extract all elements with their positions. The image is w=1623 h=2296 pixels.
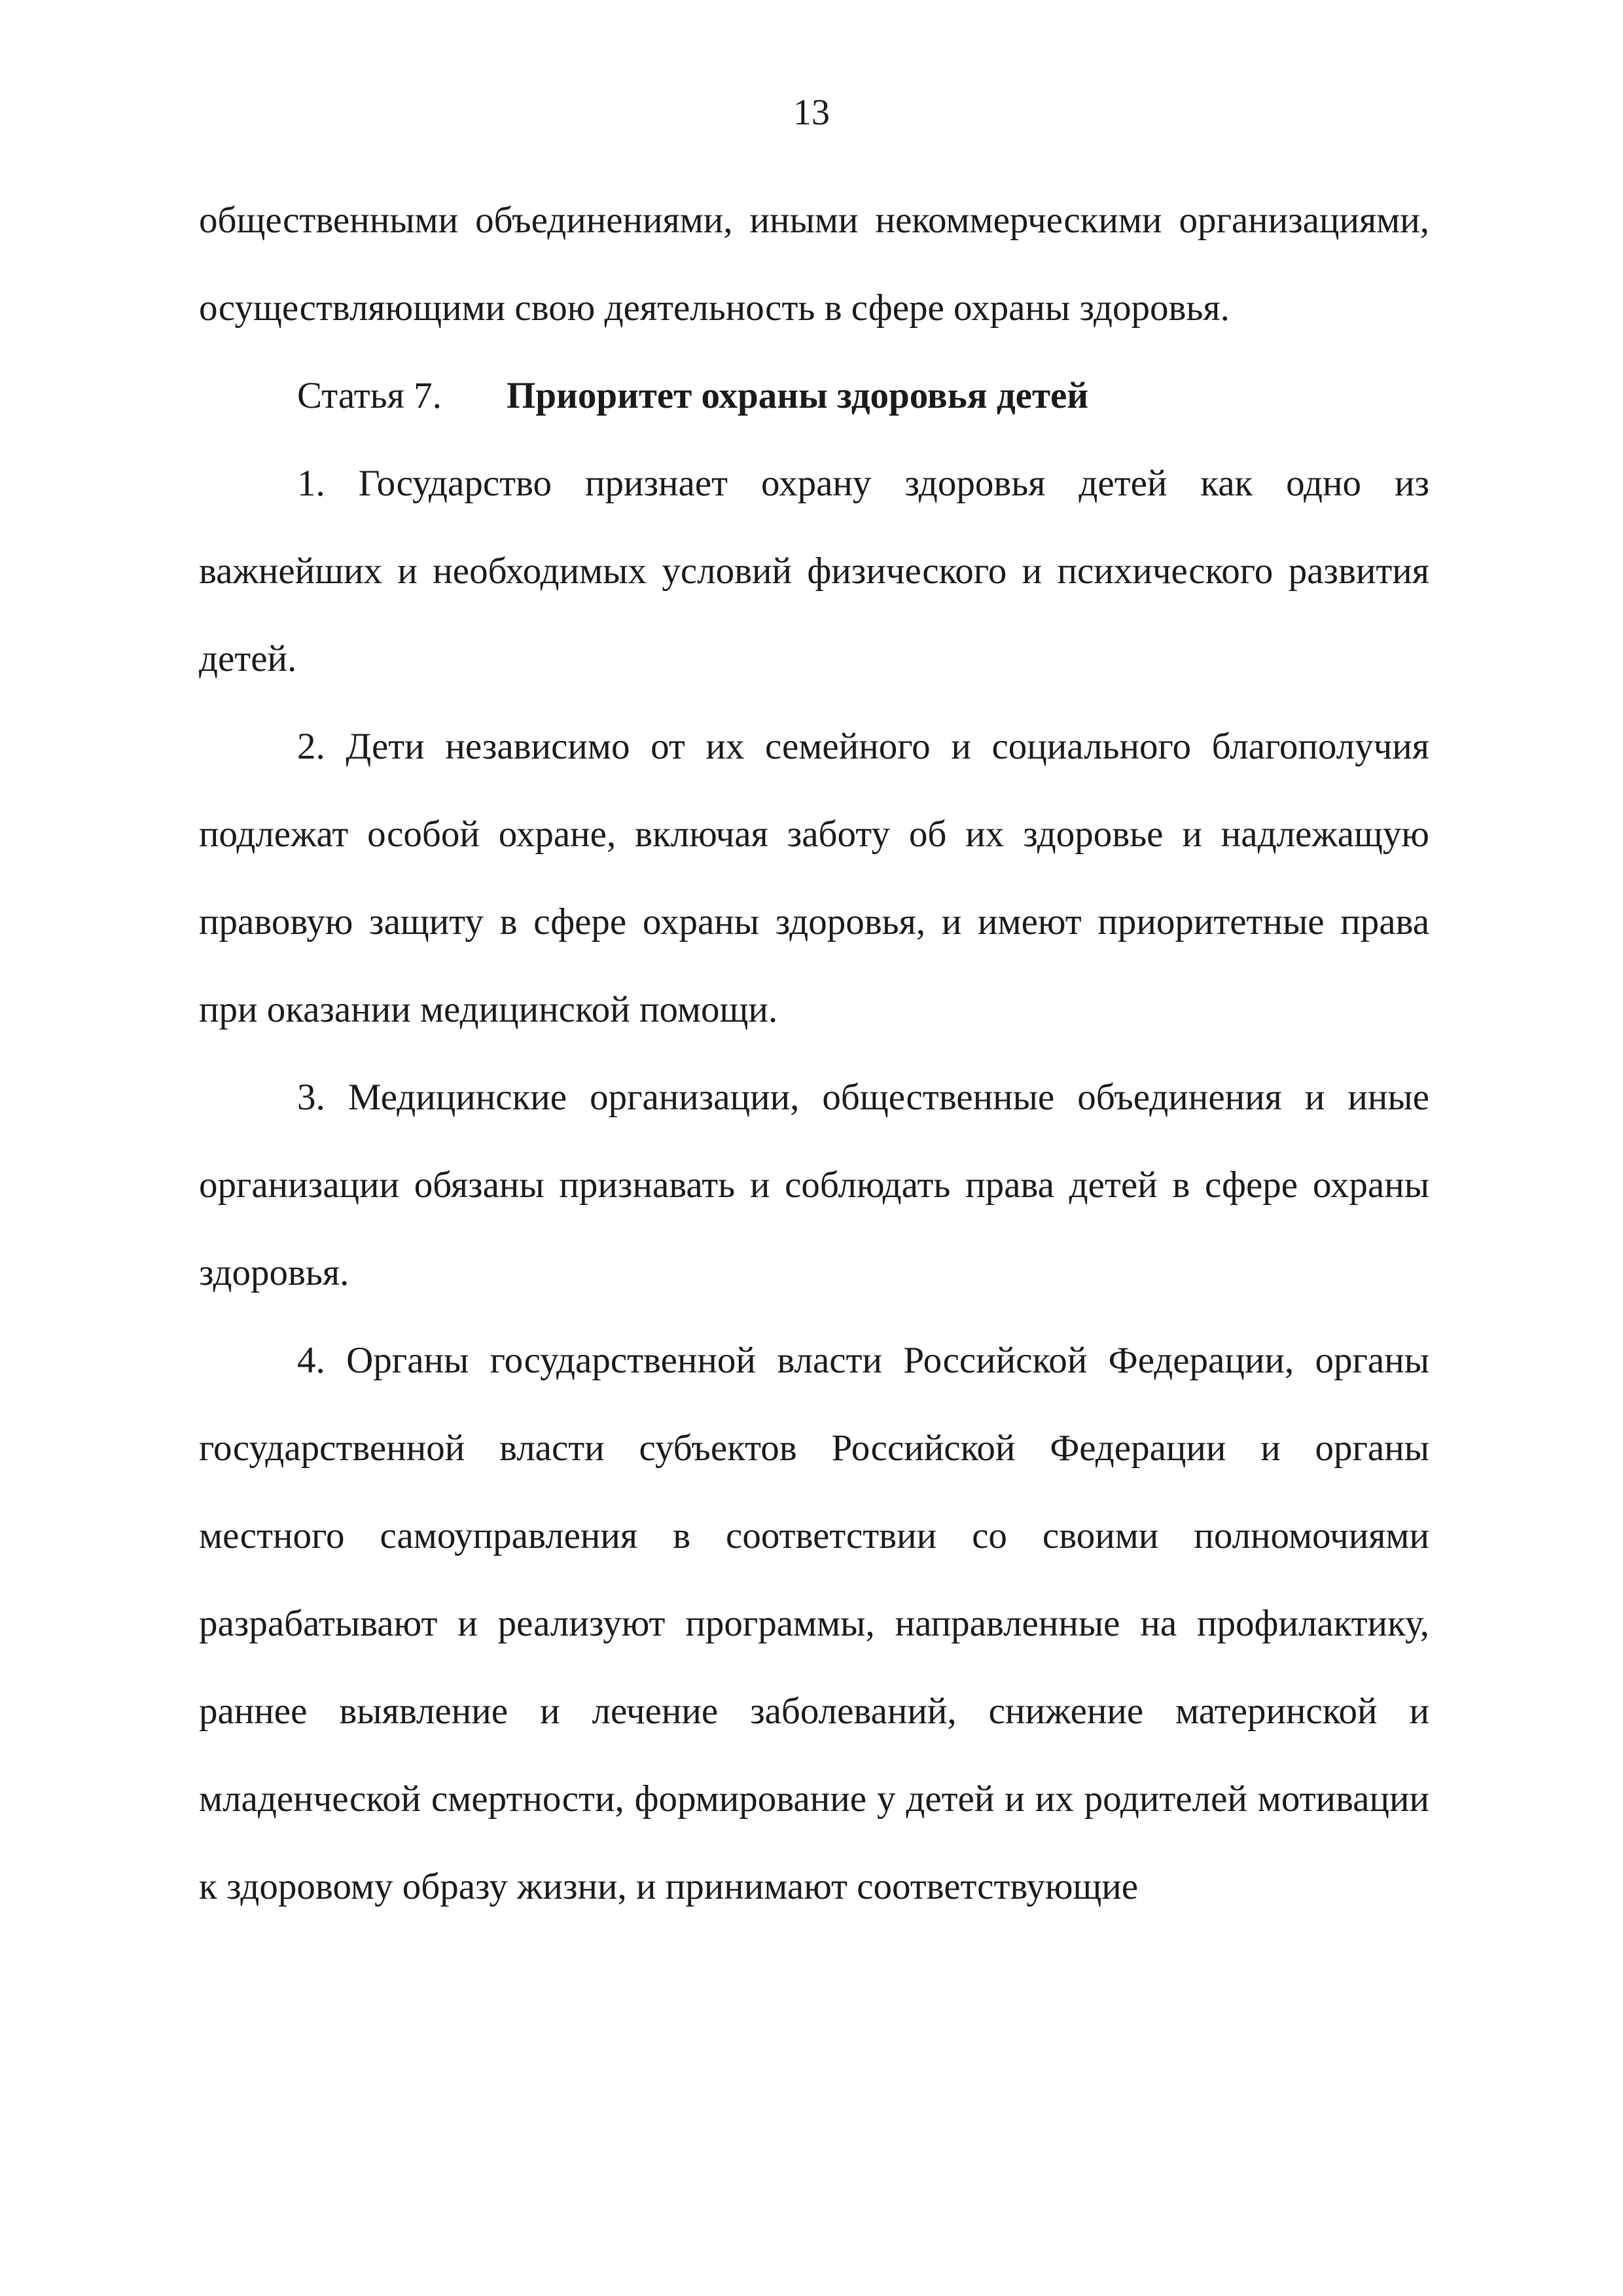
intro-paragraph: общественными объединениями, иными некоммерческими организациями, осуществляющими свою деятельность в сфере охраны здоровья. xyxy=(199,200,1429,329)
document-body xyxy=(199,177,1429,1931)
paragraph-1: 1. Государство признает охрану здоровья детей как одно из важнейших и необходимых условий физического и психического развития детей. xyxy=(199,463,1429,679)
article-number: Статья 7. xyxy=(297,375,442,416)
paragraph-3: 3. Медицинские организации, общественные объединения и иные организации обязаны признавать и соблюдать права детей в сфере охраны здоровья. xyxy=(199,1077,1429,1293)
paragraph-2: 2. Дети независимо от их семейного и социального благополучия подлежат особой охране, включая заботу об их здоровье и надлежащую правовую защиту в сфере охраны здоровья, и имеют приоритетные права при оказании медицинской помощи. xyxy=(199,726,1429,1030)
page-number: 13 xyxy=(793,92,830,133)
paragraph-4: 4. Органы государственной власти Российской Федерации, органы государственной власти субъектов Российской Федерации и органы местного самоуправления в соответствии со своими полномочиями разрабатывают и реализуют программы, направленные на профилактику, раннее выявление и лечение заболеваний, снижение материнской и младенческой смертности, формирование у детей и их родителей мотивации к здоровому образу жизни, и принимают соответствующие xyxy=(199,1340,1429,1907)
article-title: Приоритет охраны здоровья детей xyxy=(507,375,1089,416)
article-heading xyxy=(199,352,1429,440)
